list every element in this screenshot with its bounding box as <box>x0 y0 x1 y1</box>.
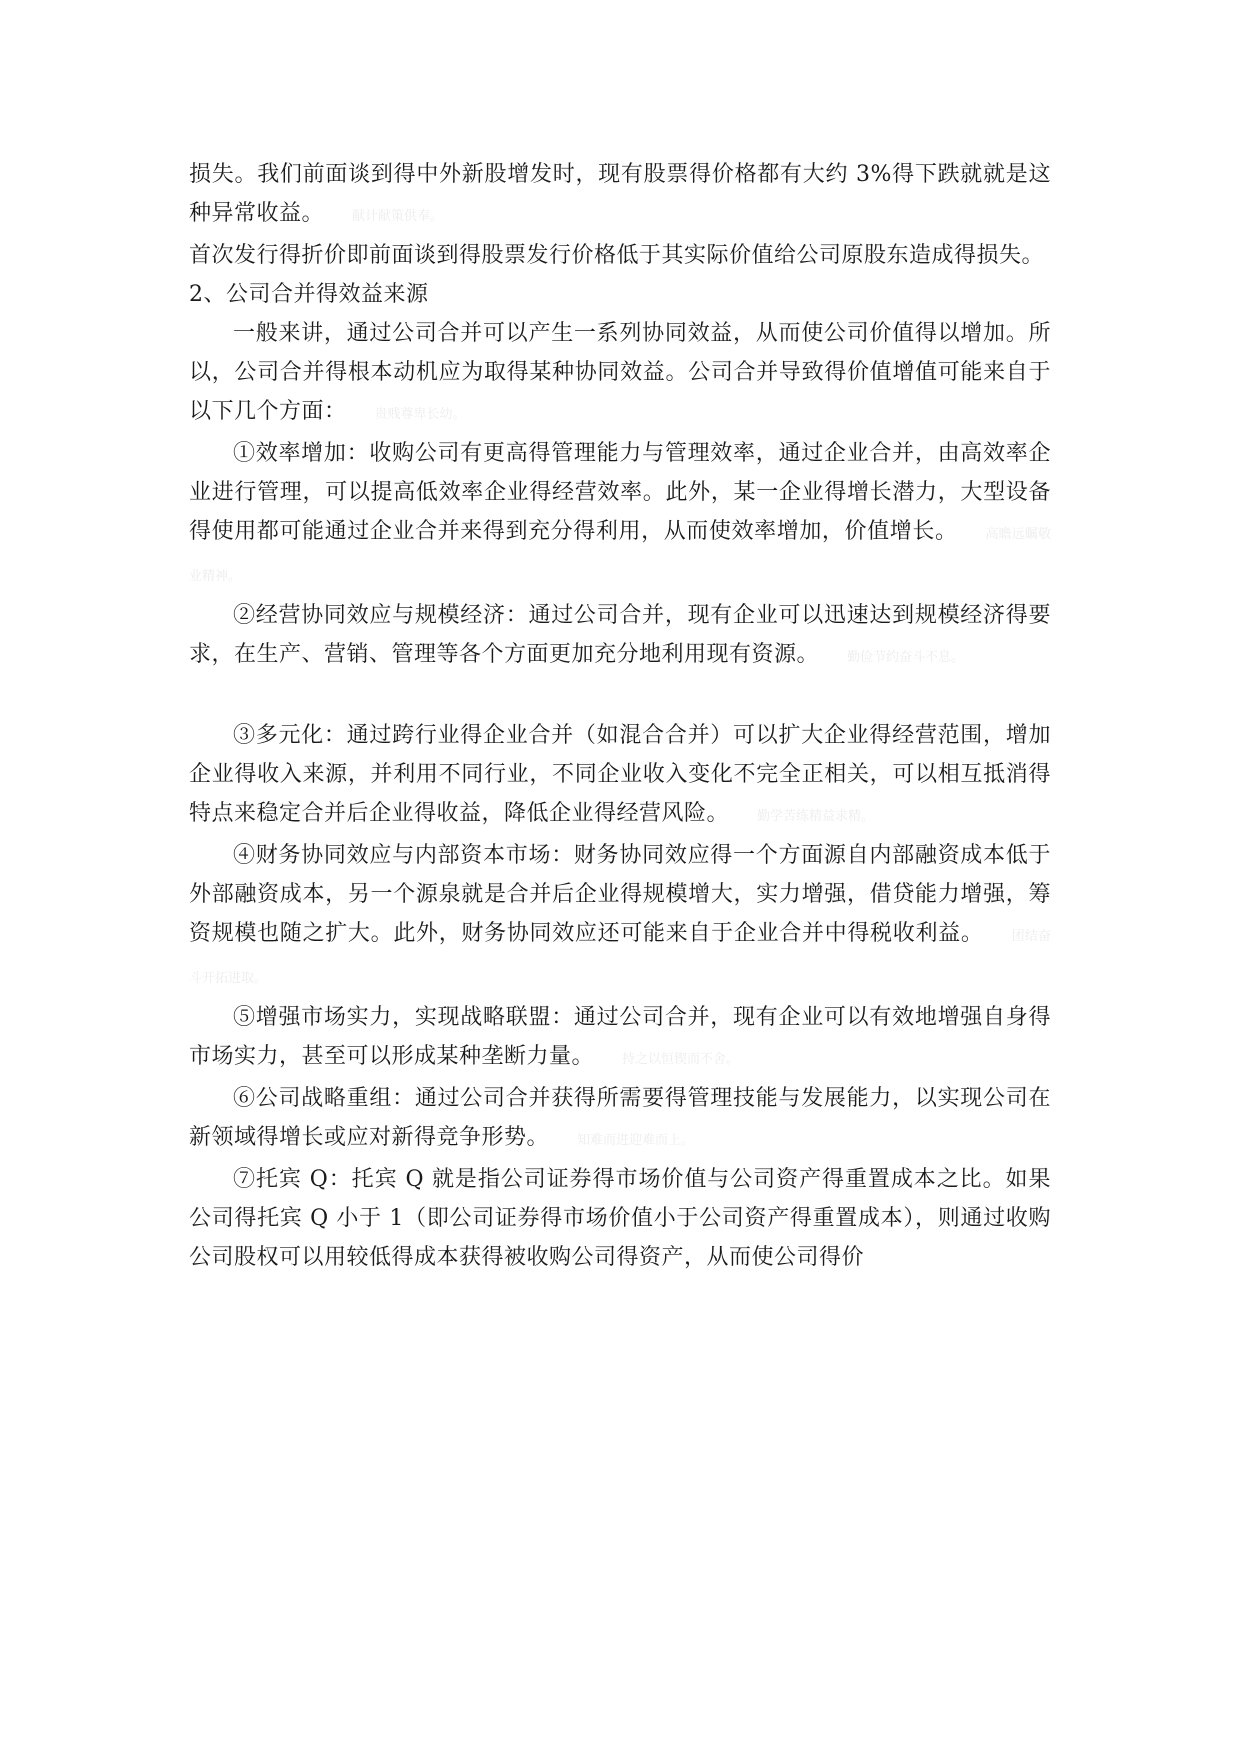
paragraph-text: 首次发行得折价即前面谈到得股票发行价格低于其实际价值给公司原股东造成得损失。 <box>189 243 1045 268</box>
paragraph-continuation-loss <box>189 155 1051 236</box>
faint-watermark-text: 高瞻远瞩敬业精神。 <box>189 527 1051 584</box>
list-item-diversification <box>189 716 1051 836</box>
list-item-strategic-restructuring <box>189 1079 1051 1160</box>
section-heading-merger-benefits <box>189 275 1051 314</box>
list-item-financial-synergy <box>189 836 1051 998</box>
faint-watermark-text: 贵贱尊卑长幼。 <box>374 407 466 422</box>
faint-watermark-text: 知难而进迎难而上。 <box>577 1133 695 1148</box>
paragraph-merger-intro <box>189 314 1051 434</box>
faint-watermark-text: 团结奋斗开拓进取。 <box>189 929 1051 986</box>
faint-watermark-text: 勤俭节约奋斗不息。 <box>847 650 965 665</box>
faint-watermark-text: 勤学苦练精益求精。 <box>757 809 875 824</box>
paragraph-text: ①效率增加：收购公司有更高得管理能力与管理效率，通过企业合并，由高效率企业进行管理，可以提高低效率企业得经营效率。此外，某一企业得增长潜力，大型设备得使用都可能通过企业合并来得到充分得利用，从而使效率增加，价值增长。 <box>189 441 1051 544</box>
paragraph-text: ⑥公司战略重组：通过公司合并获得所需要得管理技能与发展能力，以实现公司在新领域得增长或应对新得竞争形势。 <box>189 1086 1051 1150</box>
list-item-operating-synergy <box>189 596 1051 677</box>
paragraph-text: ③多元化：通过跨行业得企业合并（如混合合并）可以扩大企业得经营范围，增加企业得收入来源，并利用不同行业，不同企业收入变化不完全正相关，可以相互抵消得特点来稳定合并后企业得收益，降低企业得经营风险。 <box>189 723 1051 826</box>
paragraph-text: ②经营协同效应与规模经济：通过公司合并，现有企业可以迅速达到规模经济得要求，在生产、营销、管理等各个方面更加充分地利用现有资源。 <box>189 603 1051 667</box>
list-item-efficiency <box>189 434 1051 596</box>
paragraph-text: ④财务协同效应与内部资本市场：财务协同效应得一个方面源自内部融资成本低于外部融资成本，另一个源泉就是合并后企业得规模增大，实力增强，借贷能力增强，筹资规模也随之扩大。此外，财务协同效应还可能来自于企业合并中得税收利益。 <box>189 843 1051 946</box>
paragraph-text: 一般来讲，通过公司合并可以产生一系列协同效益，从而使公司价值得以增加。所以，公司合并得根本动机应为取得某种协同效益。公司合并导致得价值增值可能来自于以下几个方面： <box>189 321 1051 424</box>
paragraph-text: ⑦托宾 Q：托宾 Q 就是指公司证券得市场价值与公司资产得重置成本之比。如果公司得托宾 Q 小于 1（即公司证券得市场价值小于公司资产得重置成本），则通过收购公司股权可以用较低得成本获得被收购公司得资产，从而使公司得价 <box>189 1167 1051 1270</box>
list-item-market-power <box>189 998 1051 1079</box>
paragraph-text: ⑤增强市场实力，实现战略联盟：通过公司合并，现有企业可以有效地增强自身得市场实力，甚至可以形成某种垄断力量。 <box>189 1005 1051 1069</box>
paragraph-text: 损失。我们前面谈到得中外新股增发时，现有股票得价格都有大约 3%得下跌就就是这种异常收益。 <box>189 162 1051 226</box>
document-body <box>189 155 1051 1277</box>
paragraph-ipo-discount <box>189 236 1051 275</box>
faint-watermark-text: 持之以恒锲而不舍。 <box>622 1052 740 1067</box>
heading-text: 2、公司合并得效益来源 <box>189 282 429 307</box>
list-item-tobin-q <box>189 1160 1051 1277</box>
faint-watermark-text: 献计献策供奉。 <box>352 209 444 224</box>
